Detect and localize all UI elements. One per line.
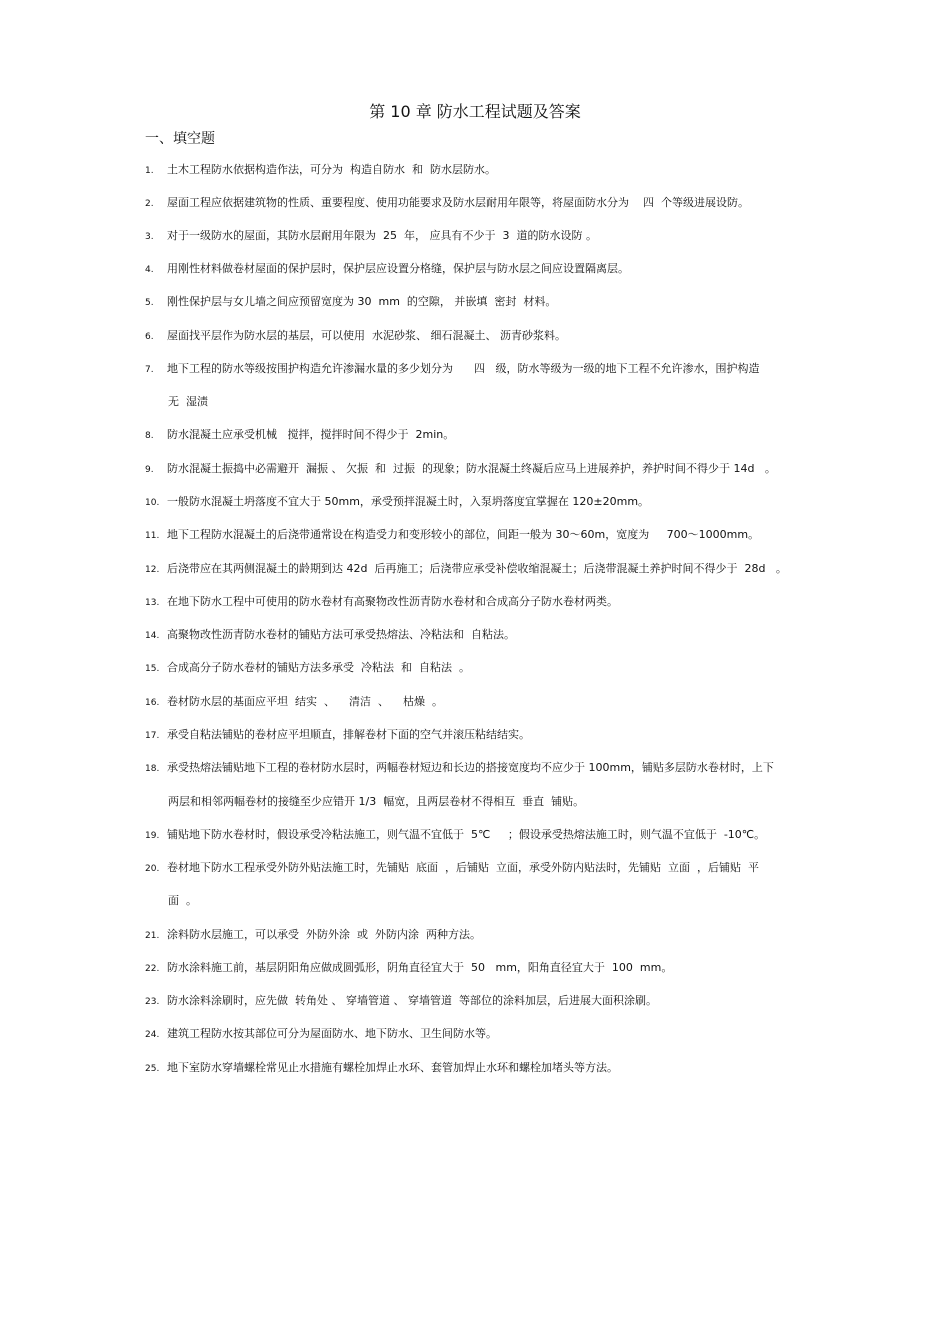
question-text: 在地下防水工程中可使用的防水卷材有高聚物改性沥青防水卷材和合成高分子防水卷材两类。 xyxy=(167,595,618,608)
question-18-continuation: 两层和相邻两幅卷材的接缝至少应错开 1/3 幅宽，且两层卷材不得相互 垂直 铺贴。 xyxy=(168,795,585,808)
question-6 xyxy=(145,329,815,344)
question-number: 17. xyxy=(145,731,160,741)
question-number: 11. xyxy=(145,531,160,541)
question-text: 防水涂料施工前，基层阴阳角应做成圆弧形，阴角直径宜大于 50 mm，阳角直径宜大于 100 mm。 xyxy=(167,961,673,974)
question-19 xyxy=(145,828,815,843)
question-text: 地下室防水穿墙螺栓常见止水措施有螺栓加焊止水环、套管加焊止水环和螺栓加堵头等方法。 xyxy=(167,1061,618,1074)
question-number: 8. xyxy=(145,431,154,441)
question-5 xyxy=(145,295,815,310)
question-number: 13. xyxy=(145,598,160,608)
question-23 xyxy=(145,994,815,1009)
question-number: 25. xyxy=(145,1064,160,1074)
question-text: 地下工程防水混凝土的后浇带通常设在构造受力和变形较小的部位，间距一般为 30～60m，宽度为 700～1000mm。 xyxy=(167,528,760,541)
question-number: 15. xyxy=(145,664,160,674)
question-15 xyxy=(145,661,815,676)
question-7-continuation: 无 湿渍 xyxy=(168,395,215,408)
question-number: 20. xyxy=(145,864,160,874)
question-16 xyxy=(145,695,815,710)
question-9 xyxy=(145,462,815,477)
question-2 xyxy=(145,196,815,211)
question-22 xyxy=(145,961,815,976)
question-text: 防水混凝土应承受机械 搅拌，搅拌时间不得少于 2min。 xyxy=(167,428,455,441)
question-text: 屋面工程应依据建筑物的性质、重要程度、使用功能要求及防水层耐用年限等，将屋面防水分为 四 个等级进展设防。 xyxy=(167,196,749,209)
question-11 xyxy=(145,528,815,543)
question-text: 对于一级防水的屋面，其防水层耐用年限为 25 年， 应具有不少于 3 道的防水设防 。 xyxy=(167,229,597,242)
question-text: 合成高分子防水卷材的铺贴方法多承受 冷粘法 和 自粘法 。 xyxy=(167,661,470,674)
question-4 xyxy=(145,262,815,277)
question-number: 21. xyxy=(145,931,160,941)
question-21 xyxy=(145,928,815,943)
question-number: 4. xyxy=(145,265,154,275)
question-3 xyxy=(145,229,815,244)
question-number: 10. xyxy=(145,498,160,508)
question-number: 18. xyxy=(145,764,160,774)
question-text: 建筑工程防水按其部位可分为屋面防水、地下防水、卫生间防水等。 xyxy=(167,1027,497,1040)
question-18 xyxy=(145,761,815,776)
question-number: 2. xyxy=(145,199,154,209)
question-8 xyxy=(145,428,815,443)
question-text: 高聚物改性沥青防水卷材的铺贴方法可承受热熔法、冷粘法和 自粘法。 xyxy=(167,628,515,641)
section-heading: 一、填空题 xyxy=(145,131,215,147)
question-number: 6. xyxy=(145,332,154,342)
question-text: 后浇带应在其两侧混凝土的龄期到达 42d 后再施工；后浇带应承受补偿收缩混凝土；后浇带混凝土养护时间不得少于 28d 。 xyxy=(167,562,787,575)
question-text: 涂料防水层施工，可以承受 外防外涂 或 外防内涂 两种方法。 xyxy=(167,928,481,941)
question-20 xyxy=(145,861,815,876)
question-7 xyxy=(145,362,815,377)
question-17 xyxy=(145,728,815,743)
question-text: 防水混凝土振捣中必需避开 漏振 、 欠振 和 过振 的现象；防水混凝土终凝后应马上进展养护，养护时间不得少于 14d 。 xyxy=(167,462,776,475)
question-number: 16. xyxy=(145,698,160,708)
question-number: 14. xyxy=(145,631,160,641)
question-13 xyxy=(145,595,815,610)
question-text: 用刚性材料做卷材屋面的保护层时，保护层应设置分格缝，保护层与防水层之间应设置隔离层。 xyxy=(167,262,629,275)
question-text: 一般防水混凝土坍落度不宜大于 50mm，承受预拌混凝土时，入泵坍落度宜掌握在 120±20mm。 xyxy=(167,495,650,508)
question-number: 22. xyxy=(145,964,160,974)
question-25 xyxy=(145,1061,815,1076)
question-number: 23. xyxy=(145,997,160,1007)
question-12 xyxy=(145,562,815,577)
question-text: 土木工程防水依据构造作法，可分为 构造自防水 和 防水层防水。 xyxy=(167,163,496,176)
question-number: 5. xyxy=(145,298,154,308)
question-text: 承受热熔法铺贴地下工程的卷材防水层时，两幅卷材短边和长边的搭接宽度均不应少于 100mm，铺贴多层防水卷材时，上下 xyxy=(167,761,774,774)
question-14 xyxy=(145,628,815,643)
question-number: 12. xyxy=(145,565,160,575)
question-1 xyxy=(145,163,815,178)
question-10 xyxy=(145,495,815,510)
question-text: 卷材防水层的基面应平坦 结实 、 清洁 、 枯燥 。 xyxy=(167,695,443,708)
question-20-continuation: 面 。 xyxy=(168,894,197,907)
question-text: 防水涂料涂刷时，应先做 转角处 、 穿墙管道 、 穿墙管道 等部位的涂料加层，后进展大面积涂刷。 xyxy=(167,994,657,1007)
question-24 xyxy=(145,1027,815,1042)
question-text: 承受自粘法铺贴的卷材应平坦顺直，排解卷材下面的空气并滚压粘结结实。 xyxy=(167,728,530,741)
question-number: 19. xyxy=(145,831,160,841)
question-text: 刚性保护层与女儿墙之间应预留宽度为 30 mm 的空隙， 并嵌填 密封 材料。 xyxy=(167,295,557,308)
question-number: 7. xyxy=(145,365,154,375)
page-title: 第 10 章 防水工程试题及答案 xyxy=(369,102,581,121)
question-number: 24. xyxy=(145,1030,160,1040)
question-text: 地下工程的防水等级按围护构造允许渗漏水量的多少划分为 四 级，防水等级为一级的地下工程不允许渗水，围护构造 xyxy=(167,362,760,375)
question-number: 1. xyxy=(145,166,154,176)
question-text: 卷材地下防水工程承受外防外贴法施工时，先铺贴 底面 ，后铺贴 立面，承受外防内贴法时，先铺贴 立面 ，后铺贴 平 xyxy=(167,861,759,874)
question-number: 9. xyxy=(145,465,154,475)
question-text: 屋面找平层作为防水层的基层，可以使用 水泥砂浆、 细石混凝土、 沥青砂浆料。 xyxy=(167,329,566,342)
question-number: 3. xyxy=(145,232,154,242)
question-text: 铺贴地下防水卷材时，假设承受冷粘法施工，则气温不宜低于 5℃ ；假设承受热熔法施工时，则气温不宜低于 -10℃。 xyxy=(167,828,766,841)
